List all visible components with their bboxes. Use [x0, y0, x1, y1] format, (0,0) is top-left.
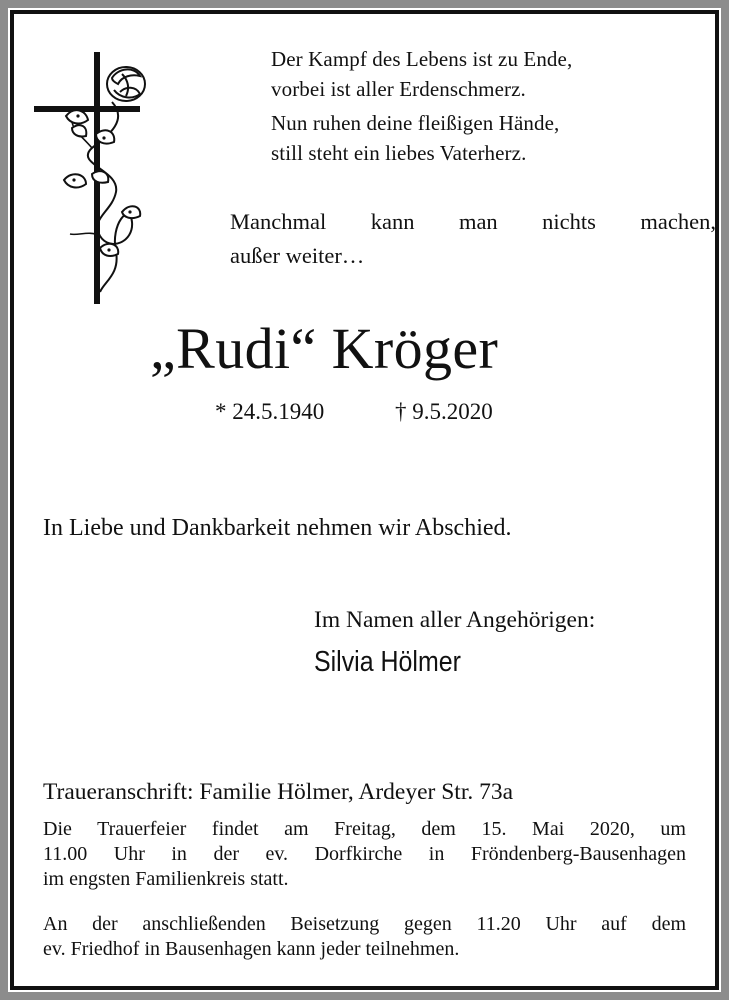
burial-line-2: ev. Friedhof in Bausenhagen kann jeder teilnehmen. [43, 938, 460, 960]
poem-line-4: still steht ein liebes Vaterherz. [271, 141, 527, 165]
poem-line-3: Nun ruhen deine fleißigen Hände, [271, 111, 560, 135]
on-behalf-text: Im Namen aller Angehörigen: [314, 607, 596, 633]
birth-date: * 24.5.1940 [215, 399, 325, 424]
quote-line-2: außer weiter… [230, 243, 365, 268]
death-date: † 9.5.2020 [395, 399, 493, 424]
deceased-name: „Rudi“ Kröger [150, 316, 499, 381]
service-paragraph [43, 817, 686, 892]
service-line-1: Die Trauerfeier findet am Freitag, dem 15. Mai 2020, um [43, 818, 686, 840]
signer-name: Silvia Hölmer [314, 646, 461, 678]
service-line-3: im engsten Familienkreis statt. [43, 868, 289, 890]
quote-line-1: Manchmal kann man nichts machen, [230, 209, 716, 234]
poem-line-1: Der Kampf des Lebens ist zu Ende, [271, 47, 573, 71]
burial-paragraph [43, 912, 686, 962]
mourning-address: Traueranschrift: Familie Hölmer, Ardeyer Str. 73a [43, 779, 514, 805]
farewell-text: In Liebe und Dankbarkeit nehmen wir Abschied. [43, 515, 512, 541]
cross-with-rose-icon [34, 52, 164, 312]
service-line-2: 11.00 Uhr in der ev. Dorfkirche in Fröndenberg-Bausenhagen [43, 843, 686, 865]
burial-line-1: An der anschließenden Beisetzung gegen 11.20 Uhr auf dem [43, 913, 686, 935]
poem-line-2: vorbei ist aller Erdenschmerz. [271, 77, 526, 101]
